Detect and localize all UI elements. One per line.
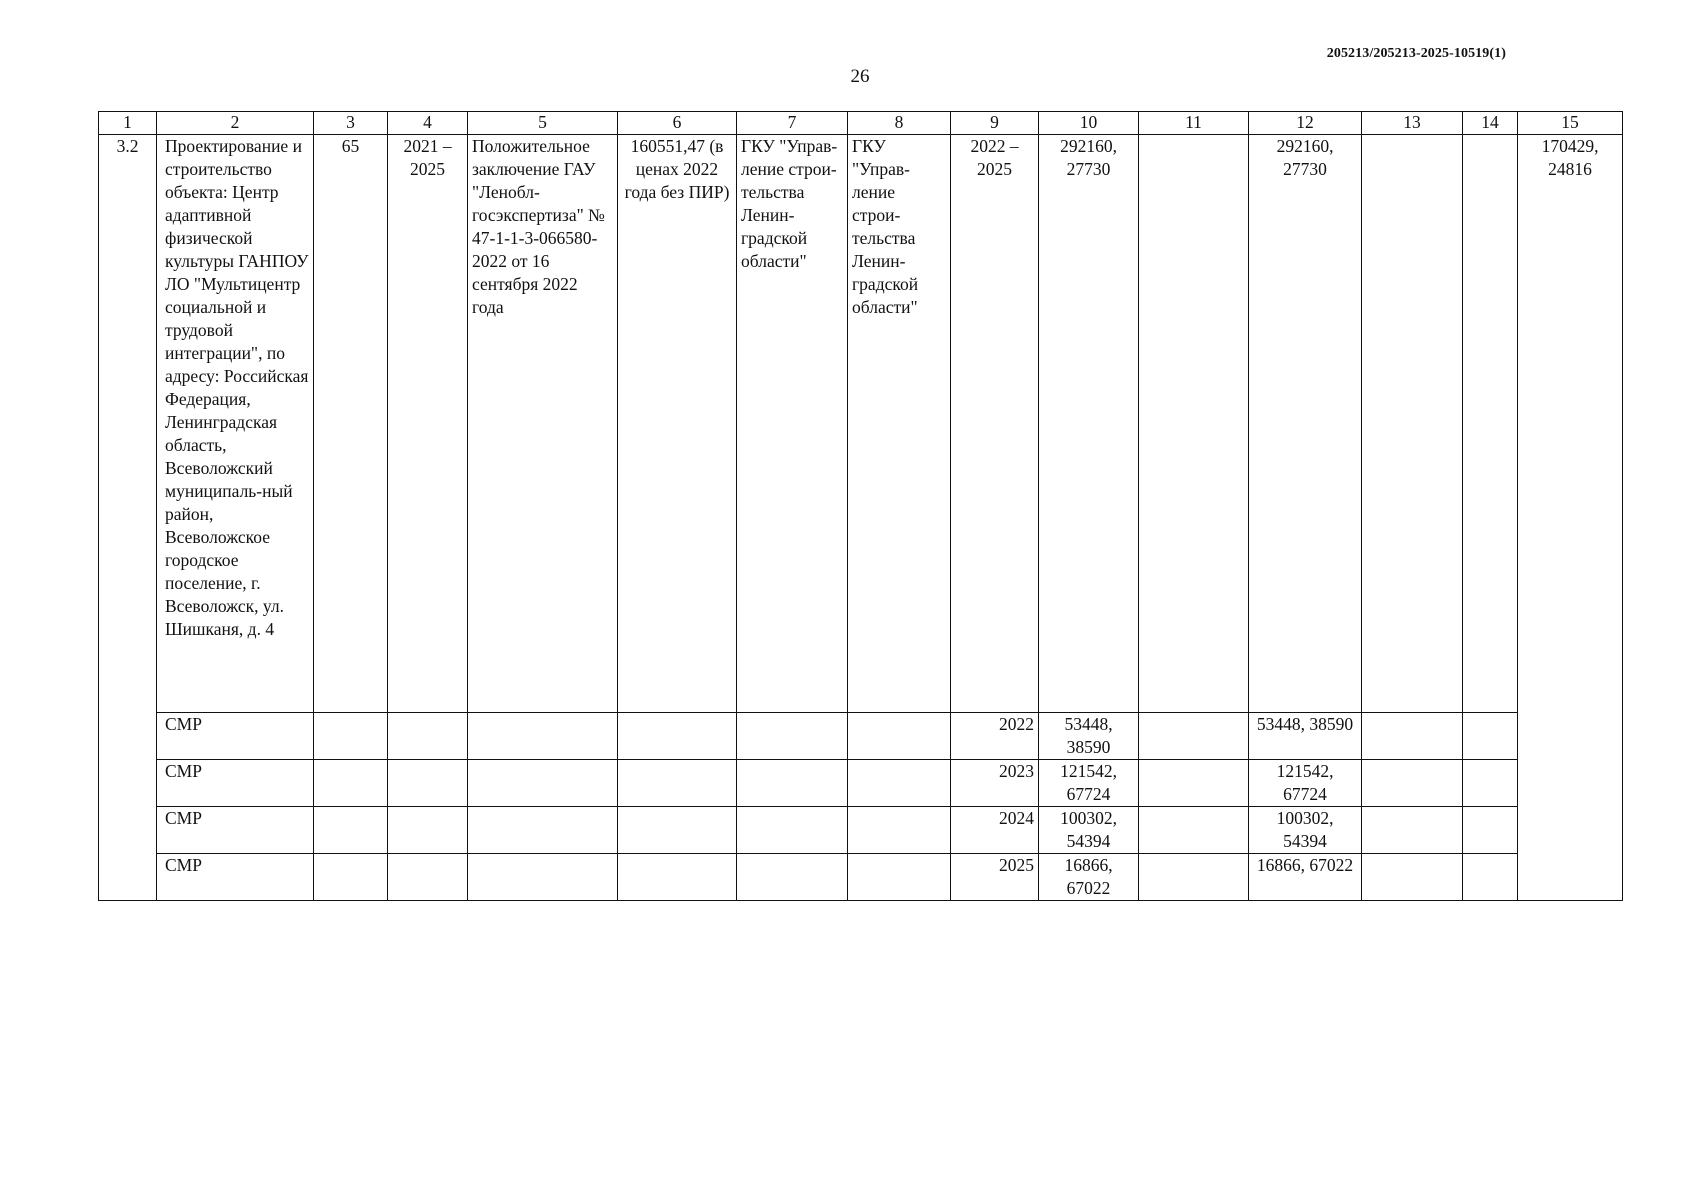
smr-c10: 53448, 38590	[1039, 713, 1139, 760]
table-row-smr	[99, 807, 1623, 854]
cell-c12: 292160, 27730	[1249, 135, 1362, 713]
smr-c10: 121542, 67724	[1039, 760, 1139, 807]
smr-c12: 121542, 67724	[1249, 760, 1362, 807]
smr-c12: 53448, 38590	[1249, 713, 1362, 760]
cell-c3: 65	[314, 135, 388, 713]
cell-c7: ГКУ "Управ-ление строи-тельства Ленин-градской области"	[737, 135, 848, 713]
smr-label: СМР	[157, 713, 314, 760]
object-name: Проектирование и строительство объекта: Центр адаптивной физической культуры ГАНПОУ ЛО "Мультицентр социальной и трудовой интеграции", по адресу: Российская Федерация, Ленинградская область, Всеволожский муниципаль-ный район, Всеволожское городское поселение, г. Всеволожск, ул. Шишканя, д. 4	[157, 135, 314, 713]
cell-c10: 292160, 27730	[1039, 135, 1139, 713]
cell-c9: 2022 – 2025	[951, 135, 1039, 713]
smr-label: СМР	[157, 760, 314, 807]
col-header: 7	[737, 112, 848, 135]
smr-label: СМР	[157, 854, 314, 901]
table-row-smr	[99, 760, 1623, 807]
table-row-smr	[99, 713, 1623, 760]
cell-c5: Положительное заключение ГАУ "Ленобл-госэкспертиза" № 47-1-1-3-066580-2022 от 16 сентября 2022 года	[468, 135, 618, 713]
col-header: 6	[618, 112, 737, 135]
cell-c15: 170429, 24816	[1518, 135, 1623, 901]
cell-c14	[1463, 135, 1518, 713]
smr-label: СМР	[157, 807, 314, 854]
col-header: 5	[468, 112, 618, 135]
col-header: 3	[314, 112, 388, 135]
col-header: 12	[1249, 112, 1362, 135]
col-header: 13	[1362, 112, 1463, 135]
col-header: 11	[1139, 112, 1249, 135]
smr-year: 2025	[951, 854, 1039, 901]
table-row-main	[99, 135, 1623, 713]
header-row	[99, 112, 1623, 135]
smr-c12: 100302, 54394	[1249, 807, 1362, 854]
cell-c6: 160551,47 (в ценах 2022 года без ПИР)	[618, 135, 737, 713]
col-header: 2	[157, 112, 314, 135]
cell-c4: 2021 – 2025	[388, 135, 468, 713]
cell-c8: ГКУ "Управ-ление строи-тельства Ленин-градской области"	[848, 135, 951, 713]
smr-c10: 16866, 67022	[1039, 854, 1139, 901]
row-number: 3.2	[99, 135, 157, 901]
smr-c10: 100302, 54394	[1039, 807, 1139, 854]
col-header: 14	[1463, 112, 1518, 135]
col-header: 8	[848, 112, 951, 135]
smr-year: 2023	[951, 760, 1039, 807]
col-header: 4	[388, 112, 468, 135]
col-header: 10	[1039, 112, 1139, 135]
cell-c13	[1362, 135, 1463, 713]
table-row-smr	[99, 854, 1623, 901]
smr-c12: 16866, 67022	[1249, 854, 1362, 901]
smr-year: 2022	[951, 713, 1039, 760]
smr-year: 2024	[951, 807, 1039, 854]
document-id: 205213/205213-2025-10519(1)	[1326, 46, 1506, 61]
cell-c11	[1139, 135, 1249, 713]
col-header: 9	[951, 112, 1039, 135]
data-table	[98, 111, 1623, 901]
col-header: 15	[1518, 112, 1623, 135]
page-number: 26	[850, 66, 870, 87]
col-header: 1	[99, 112, 157, 135]
